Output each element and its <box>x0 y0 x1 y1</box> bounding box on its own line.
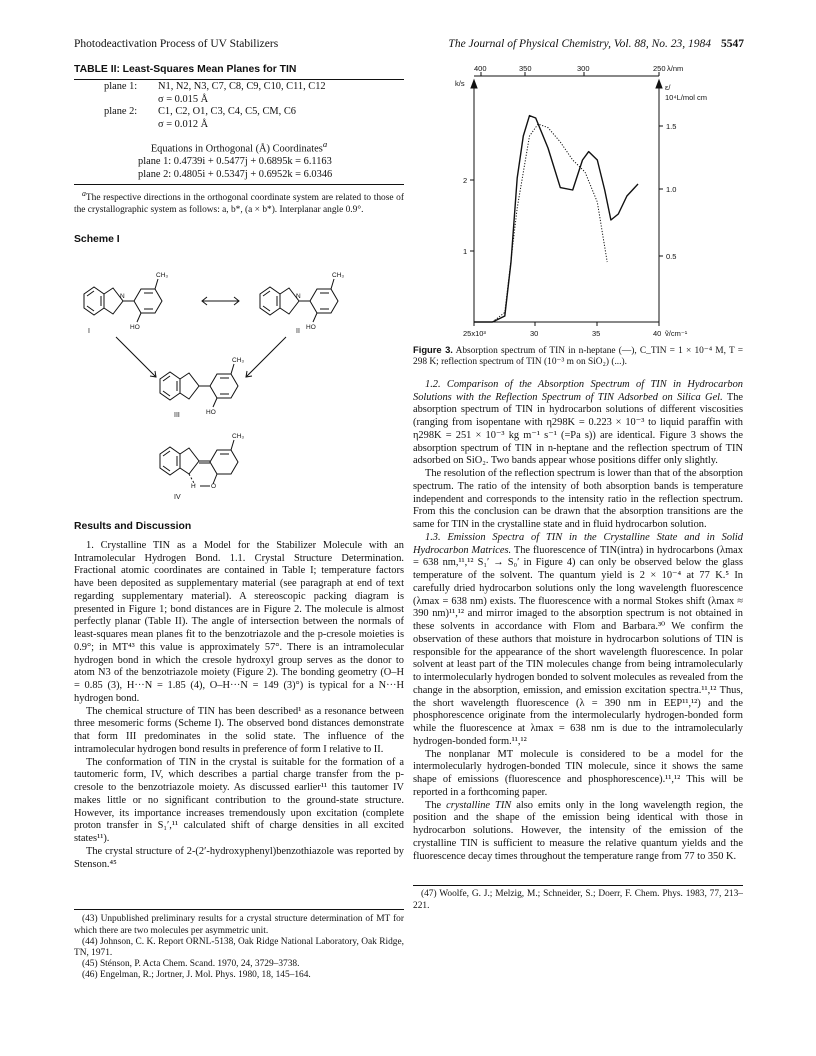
table-top-rule <box>74 79 404 80</box>
equations-heading: Equations in Orthogonal (Å) Coordinates$^a$ <box>150 138 328 155</box>
structure-iii <box>160 364 238 407</box>
top-tick-label: 400 <box>474 64 487 73</box>
paragraph: The chemical structure of TIN has been described¹ as a resonance between three mesomeric forms (Scheme I). The observed bond distances demonstrate that form III predominates in the solid state. The influence of the intramolecular hydrogen bond results in preference of form I relative to II. <box>74 705 404 755</box>
footnotes-right <box>413 885 743 911</box>
resonance-arrow <box>202 297 239 305</box>
right-axis-unit: 10⁴L/mol cm <box>665 93 707 102</box>
caption-label: Figure 3. <box>413 344 453 355</box>
bottom-axis-unit: ṽ/cm⁻¹ <box>665 329 688 338</box>
running-head-journal <box>448 38 744 50</box>
spectrum-chart <box>419 64 719 340</box>
paragraph: The crystalline TIN also emits only in the long wavelength region, the position and the shape of the emission being identical with those in hydrocarbon solutions. However, the intensity of the emission of the crystalline TIN is sufficient to measure the relative quantum yields and the fluorescence decay times throughout the temperature range from 77 to 350 K. <box>413 799 743 862</box>
ho-label: HO <box>130 324 140 332</box>
left-tick-label: 1 <box>463 247 468 256</box>
footnotes-left <box>74 909 404 981</box>
paragraph: The conformation of TIN in the crystal is suitable for the formation of a tautomeric form, IV, which describes a partial charge transfer from the p-cresole to the benzotriazole moiety. As discussed earlier¹¹ this tautomer IV makes little or no significant contribution to the ground-state structure. However, its importance increases tremendously upon excitation (complete proton transfer in S₁′,¹¹ calculated shift of charge densities in all excited states¹¹). <box>74 756 404 845</box>
paragraph: The crystal structure of 2-(2′-hydroxyphenyl)benzothiazole was reported by Stenson.⁴⁵ <box>74 845 404 870</box>
plane-name: plane 1: <box>104 80 138 92</box>
paragraph: The resolution of the reflection spectrum is lower than that of the absorption spectrum. The ratio of the intensity of both absorption bands is temperature independent and corresponds to the intensity ratio in the reflection spectrum. From this the conclusion can be drawn that the absorption transitions are the same for TIN in the crystalline state and in fluid hydrocarbon solution. <box>413 468 743 531</box>
table-bottom-rule <box>74 184 404 185</box>
table-label: TABLE II: <box>74 64 120 75</box>
right-axis-arrow <box>656 80 662 88</box>
top-tick-label: 300 <box>577 64 590 73</box>
ch3-label: CH₃ <box>332 272 345 280</box>
table-caption: Least-Squares Mean Planes for TIN <box>122 64 297 75</box>
bottom-tick-label: 30 <box>530 329 539 338</box>
left-axis-arrow <box>471 80 477 88</box>
structure-ii <box>260 279 338 322</box>
ch3-label: CH₃ <box>232 433 245 441</box>
structure-label-ii: II <box>296 328 300 336</box>
left-column <box>74 64 404 982</box>
h-label: H <box>191 483 196 491</box>
right-axis-unit: ε/ <box>665 83 671 92</box>
structure-label-i: I <box>88 328 90 336</box>
right-tick-label: 1.0 <box>666 185 677 194</box>
table-footnote: $^a$The respective directions in the orthogonal coordinate system are related to those of the crystallographic system as follows: a, b*, (a × b*). Interplanar angle 0.9°. <box>74 189 404 215</box>
ch3-label: CH₃ <box>156 272 169 280</box>
ho-label: HO <box>206 409 216 417</box>
plane-atoms: C1, C2, O1, C3, C4, C5, CM, C6 <box>158 106 296 118</box>
subsection-title: 1.2. Comparison of the Absorption Spectrum of TIN in Hydrocarbon Solutions with the Reflection Spectrum of TIN Adsorbed on Silica Gel. <box>413 378 743 403</box>
scheme-i-structures <box>74 249 404 507</box>
structure-iv <box>160 440 238 486</box>
table-plane-1 <box>74 81 404 107</box>
footnote: (47) Woolfe, G. J.; Melzig, M.; Schneider, S.; Doerr, F. Chem. Phys. 1983, 77, 213–221. <box>413 889 743 911</box>
right-tick-label: 1.5 <box>666 122 677 131</box>
bottom-tick-label: 25x10³ <box>463 329 486 338</box>
right-column <box>413 64 743 912</box>
footnote-mark: a <box>82 189 86 199</box>
plane-name: plane 2: <box>104 106 138 118</box>
paragraph: 1.2. Comparison of the Absorption Spectrum of TIN in Hydrocarbon Solutions with the Reflection Spectrum of TIN Adsorbed on Silica Gel. The absorption spectrum of TIN in hydrocarbon solutions of different viscosities (ranging from isopentane with η298K = 0.223 × 10⁻³ to liquid paraffin with η298K = 251 × 10⁻³ kg m⁻¹ s⁻¹ (=Pa s)) are identical. Figure 3 shows the absorption spectrum of TIN in n-heptane and the reflection spectrum of TIN adsorbed on SiO₂. Two bands appear whose positions differ only slightly. <box>413 378 743 467</box>
journal-citation: The Journal of Physical Chemistry, Vol. 88, No. 23, 1984 <box>448 38 711 50</box>
structure-label-iii: III <box>174 412 180 420</box>
bottom-tick-label: 40 <box>653 329 662 338</box>
left-tick-label: 2 <box>463 176 468 185</box>
plane-equation-1: plane 1: 0.4739i + 0.5477j + 0.6895k = 6.1163 <box>138 155 332 167</box>
bottom-tick-label: 35 <box>592 329 601 338</box>
left-axis-unit: k/s <box>455 79 465 88</box>
right-tick-label: 0.5 <box>666 252 677 261</box>
n-label: N <box>296 293 301 301</box>
n-label: N <box>120 293 125 301</box>
ch3-label: CH₃ <box>232 357 245 365</box>
page-number: 5547 <box>721 38 744 50</box>
plane-sigma: σ = 0.012 Å <box>158 119 209 130</box>
footnote: (46) Engelman, R.; Jortner, J. Mol. Phys. 1980, 18, 145–164. <box>82 970 311 981</box>
plane-atoms: N1, N2, N3, C7, C8, C9, C10, C11, C12 <box>158 80 326 92</box>
section-heading: Results and Discussion <box>74 521 192 533</box>
structure-i <box>84 279 162 322</box>
ho-label: HO <box>306 324 316 332</box>
absorption-curve <box>474 116 638 322</box>
plane-equation-2: plane 2: 0.4805i + 0.5347j + 0.6952k = 6.0346 <box>138 168 333 180</box>
top-tick-label: 250 <box>653 64 666 73</box>
plane-sigma: σ = 0.015 Å <box>158 93 209 105</box>
running-head-title: Photodeactivation Process of UV Stabilizers <box>74 38 279 50</box>
paragraph: The nonplanar MT molecule is considered to be a model for the intermolecularly hydrogen-bonded TIN molecule, since it shows the same shape of emissions (fluorescence and phosphorescence).¹¹,¹² This will be reported in a forthcoming paper. <box>413 748 743 798</box>
top-tick-label: 350 <box>519 64 532 73</box>
paragraph: 1. Crystalline TIN as a Model for the Stabilizer Molecule with an Intramolecular Hydrogen Bond. 1.1. Crystal Structure Determination. Fractional atomic coordinates are contained in Table I; temperature factors have been deposited as supplementary material (see paragraph at end of text regarding supplementary material). A stereoscopic packing diagram is presented in Figure 1; bond distances are in Figure 2. The molecule is almost perfectly planar (Table II). The angle of intersection between the normals of least-squares mean planes fit to the benzotriazole and the p-cresole moieties is 0.9°; in MT⁴³ this value is approximately 57°. There is an intramolecular hydrogen bond in which the cresole hydroxyl group serves as the donor to atom N3 of the benzotriazole moiety (Figure 2). The bonding geometry (O–H = 0.85 (3), H···N = 1.85 (4), O–H···N = 149 (3)°) is typical for a N···H hydrogen bond. <box>74 539 404 704</box>
figure-3 <box>419 64 719 344</box>
footnote: (44) Johnson, C. K. Report ORNL-5138, Oak Ridge National Laboratory, Oak Ridge, TN, 1971. <box>74 936 404 959</box>
paragraph: 1.3. Emission Spectra of TIN in the Crystalline State and in Solid Hydrocarbon Matrices. The fluorescence of TIN(intra) in hydrocarbons (λmax = 638 nm,¹¹,¹² S₁′ → S₀′ in Figure 4) can only be observed below the glass temperature of the solvent. The quantum yield is 2 × 10⁻⁴ at 77 K.⁵ In carefully dried hydrocarbon solutions only the long wavelength fluorescence (λmax = 638 nm) exists. The fluorescence with a normal Stokes shift (λmax ≈ 390 nm)¹¹,¹² and mirror imaged to the absorption spectrum is not obtained in these solvents in accordance with Flom and Barbara.³⁰ We confirm the observation of these authors that moisture in hydrocarbon solutions of TIN is responsible for the appearance of the short wavelength fluorescence. In polar solvent at least part of the TIN molecules change from being intramolecularly to intermolecularly hydrogen bonded to solvent molecules as revealed from the change in the absorption, emission, and emission excitation spectra.¹¹,¹² Thus, the short wavelength fluorescence (λ = 390 nm in EEP¹¹,¹²) and the phosphorescence originate from the intermolecularly hydrogen-bonded form while the fluorescence at λmax = 638 nm is due to the intramolecularly hydrogen-bonded form.¹¹,¹² <box>413 531 743 747</box>
table-plane-2 <box>74 106 404 132</box>
structure-label-iv: IV <box>174 494 181 502</box>
footnote-mark: a <box>322 138 328 149</box>
o-label: O <box>211 483 217 491</box>
subsection-title: 1.3. Emission Spectra of TIN in the Crystalline State and in Solid Hydrocarbon Matrices. <box>413 531 743 556</box>
table-title <box>74 64 404 77</box>
figure-caption: Figure 3. Absorption spectrum of TIN in n-heptane (—), C_TIN = 1 × 10⁻⁴ M, T = 298 K; reflection spectrum of TIN (10⁻³ m on SiO₂) (...). <box>413 344 743 368</box>
footnote: (45) Sténson, P. Acta Chem. Scand. 1970, 24, 3729–3738. <box>82 959 300 970</box>
scheme-label: Scheme I <box>74 234 120 246</box>
footnote: (43) Unpublished preliminary results for a crystal structure determination of MT for which there are two molecules per asymmetric unit. <box>74 914 404 936</box>
top-axis-unit: λ/nm <box>667 64 684 73</box>
